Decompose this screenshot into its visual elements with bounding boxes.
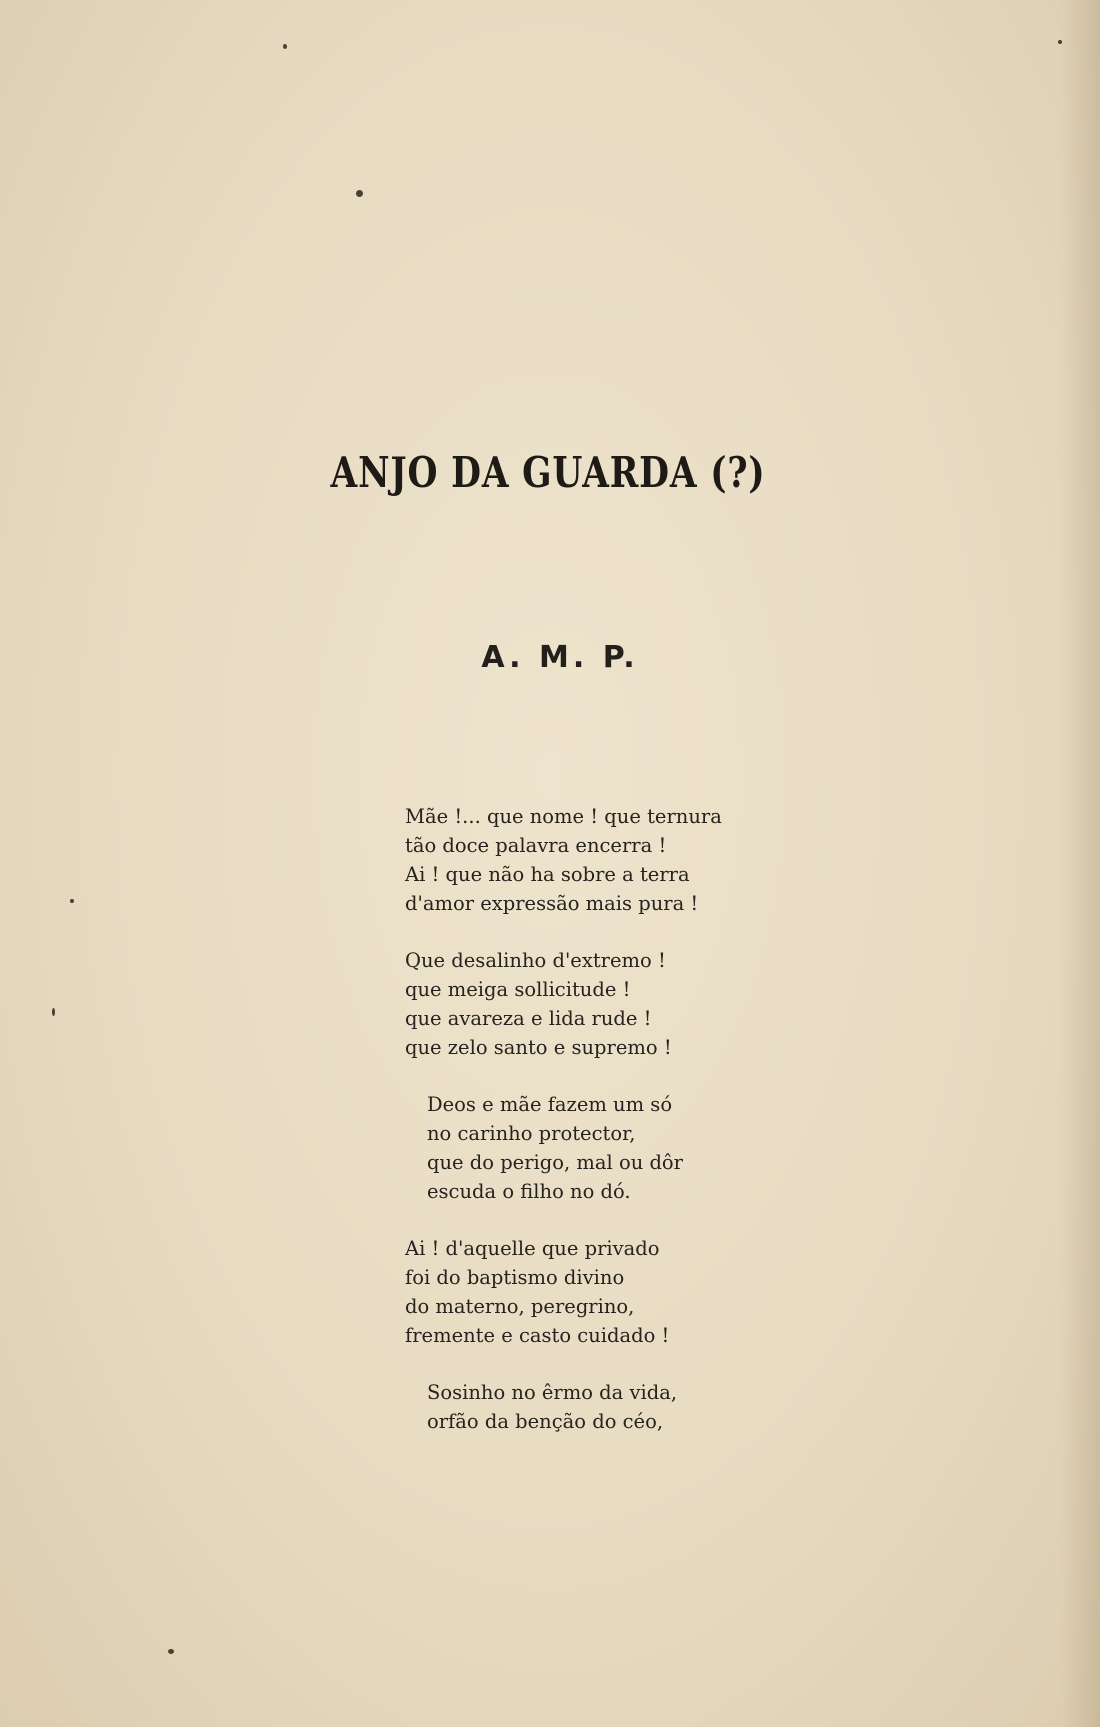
verse-line: do materno, peregrino, [405,1295,635,1318]
paper-speck [356,190,363,197]
paper-speck [70,899,74,903]
stanza [405,946,805,1062]
stanza [405,1378,805,1436]
poem-author: A. M. P. [481,640,639,675]
verse-line: Deos e mãe fazem um só [427,1093,673,1116]
page-edge-shadow [1060,0,1100,1727]
verse-line: Ai ! que não ha sobre a terra [405,863,690,886]
paper-speck [168,1649,174,1654]
verse-line: foi do baptismo divino [405,1266,625,1289]
stanza [405,802,805,918]
verse-line: escuda o filho no dó. [427,1180,631,1203]
paper-speck [283,44,287,49]
verse-line: Mãe !... que nome ! que ternura [405,805,722,828]
stanza [405,1090,805,1206]
verse-line: Ai ! d'aquelle que privado [405,1237,660,1260]
stanza [405,1234,805,1350]
verse-line: tão doce palavra encerra ! [405,834,667,857]
verse-line: que avareza e lida rude ! [405,1007,652,1030]
poem-body [405,802,805,1464]
verse-line: no carinho protector, [427,1122,636,1145]
paper-speck [52,1008,55,1016]
paper-speck [1058,40,1062,44]
verse-line: fremente e casto cuidado ! [405,1324,670,1347]
verse-line: Que desalinho d'extremo ! [405,949,666,972]
verse-line: que zelo santo e supremo ! [405,1036,672,1059]
verse-line: que do perigo, mal ou dôr [427,1151,683,1174]
verse-line: d'amor expressão mais pura ! [405,892,699,915]
verse-line: que meiga sollicitude ! [405,978,631,1001]
verse-line: orfão da benção do céo, [427,1410,664,1433]
verse-line: Sosinho no êrmo da vida, [427,1381,678,1404]
poem-title: ANJO DA GUARDA (?) [330,448,766,497]
